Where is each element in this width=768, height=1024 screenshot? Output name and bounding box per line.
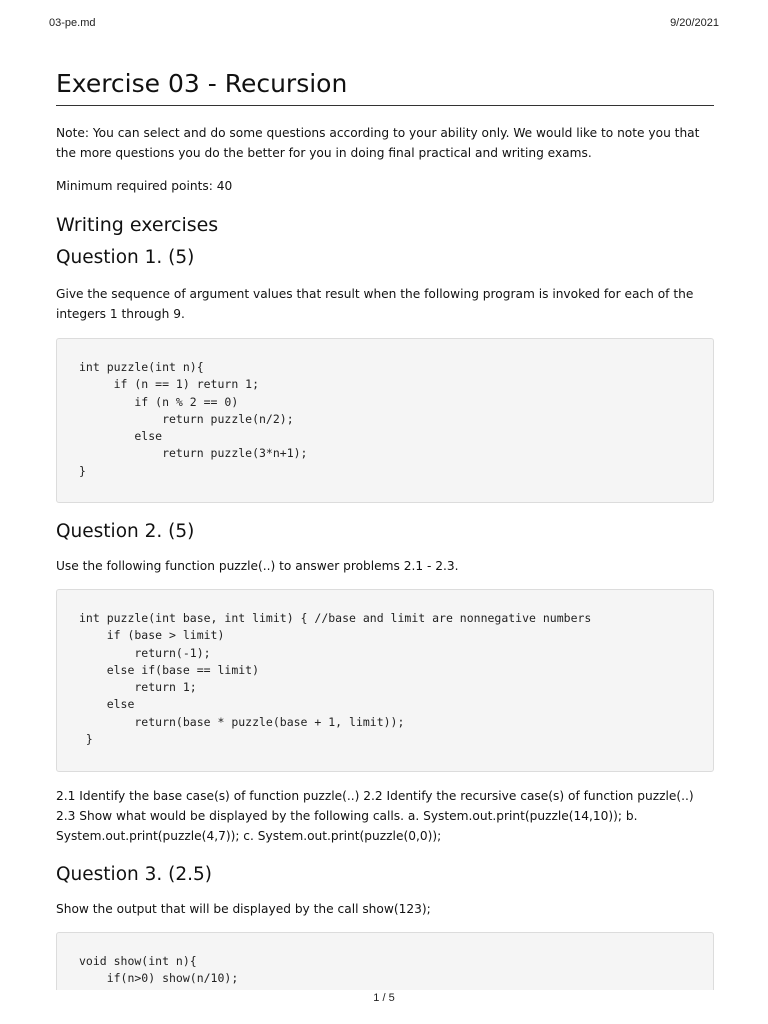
- question-3-code-block: [56, 932, 714, 990]
- code-line: }: [79, 732, 93, 747]
- page-title: Exercise 03 - Recursion: [56, 69, 714, 106]
- page-number: 1 / 5: [373, 992, 395, 1004]
- question-1-text: Give the sequence of argument values that result when the following program is invoked for each of the integers 1 through 9.: [56, 287, 694, 321]
- print-header: [0, 17, 768, 31]
- question-2-code-block: [56, 589, 714, 772]
- question-1-code-block: [56, 338, 714, 503]
- file-name: 03-pe.md: [49, 17, 96, 29]
- note-paragraph: Note: You can select and do some questions according to your ability only. We would like to note you that the more questions you do the better for you in doing final practical and writing exams.: [56, 126, 700, 160]
- code-line: }: [79, 463, 86, 478]
- code-line: if (n == 1) return 1;: [79, 377, 260, 392]
- code-line: else if(base == limit): [79, 662, 260, 677]
- code-line: int puzzle(int base, int limit) { //base and limit are nonnegative numbers: [79, 611, 592, 625]
- minimum-points-text: Minimum required points: 40: [56, 179, 233, 193]
- print-date: 9/20/2021: [670, 17, 719, 29]
- question-2-heading: Question 2. (5): [56, 521, 195, 542]
- code-line: else: [79, 429, 163, 444]
- question-2-text: Use the following function puzzle(..) to answer problems 2.1 - 2.3.: [56, 559, 459, 573]
- code-line: return puzzle(3*n+1);: [79, 446, 308, 461]
- code-line: if (base > limit): [79, 628, 225, 643]
- document-content: [56, 60, 714, 990]
- code-line: if (n % 2 == 0): [79, 394, 239, 409]
- code-line: return puzzle(n/2);: [79, 411, 294, 426]
- code-line: void show(int n){: [79, 954, 197, 968]
- question-3-heading: Question 3. (2.5): [56, 864, 213, 885]
- question-3-text: Show the output that will be displayed by the call show(123);: [56, 902, 431, 916]
- code-line: int puzzle(int n){: [79, 360, 204, 374]
- section-heading: Writing exercises: [56, 214, 219, 236]
- code-line: return(-1);: [79, 645, 211, 660]
- code-line: else: [79, 697, 135, 712]
- code-line: return(base * puzzle(base + 1, limit));: [79, 714, 405, 729]
- question-1-heading: Question 1. (5): [56, 247, 195, 268]
- code-line: if(n>0) show(n/10);: [79, 971, 239, 986]
- question-2-body: 2.1 Identify the base case(s) of function puzzle(..) 2.2 Identify the recursive case(s) of function puzzle(..) 2.3 Show what would be displayed by the following calls. a. System.out.print(puzzle(14,10)); b. System.out.print(puzzle(4,7)); c. System.out.print(puzzle(0,0));: [56, 789, 694, 843]
- code-line: return 1;: [79, 680, 197, 695]
